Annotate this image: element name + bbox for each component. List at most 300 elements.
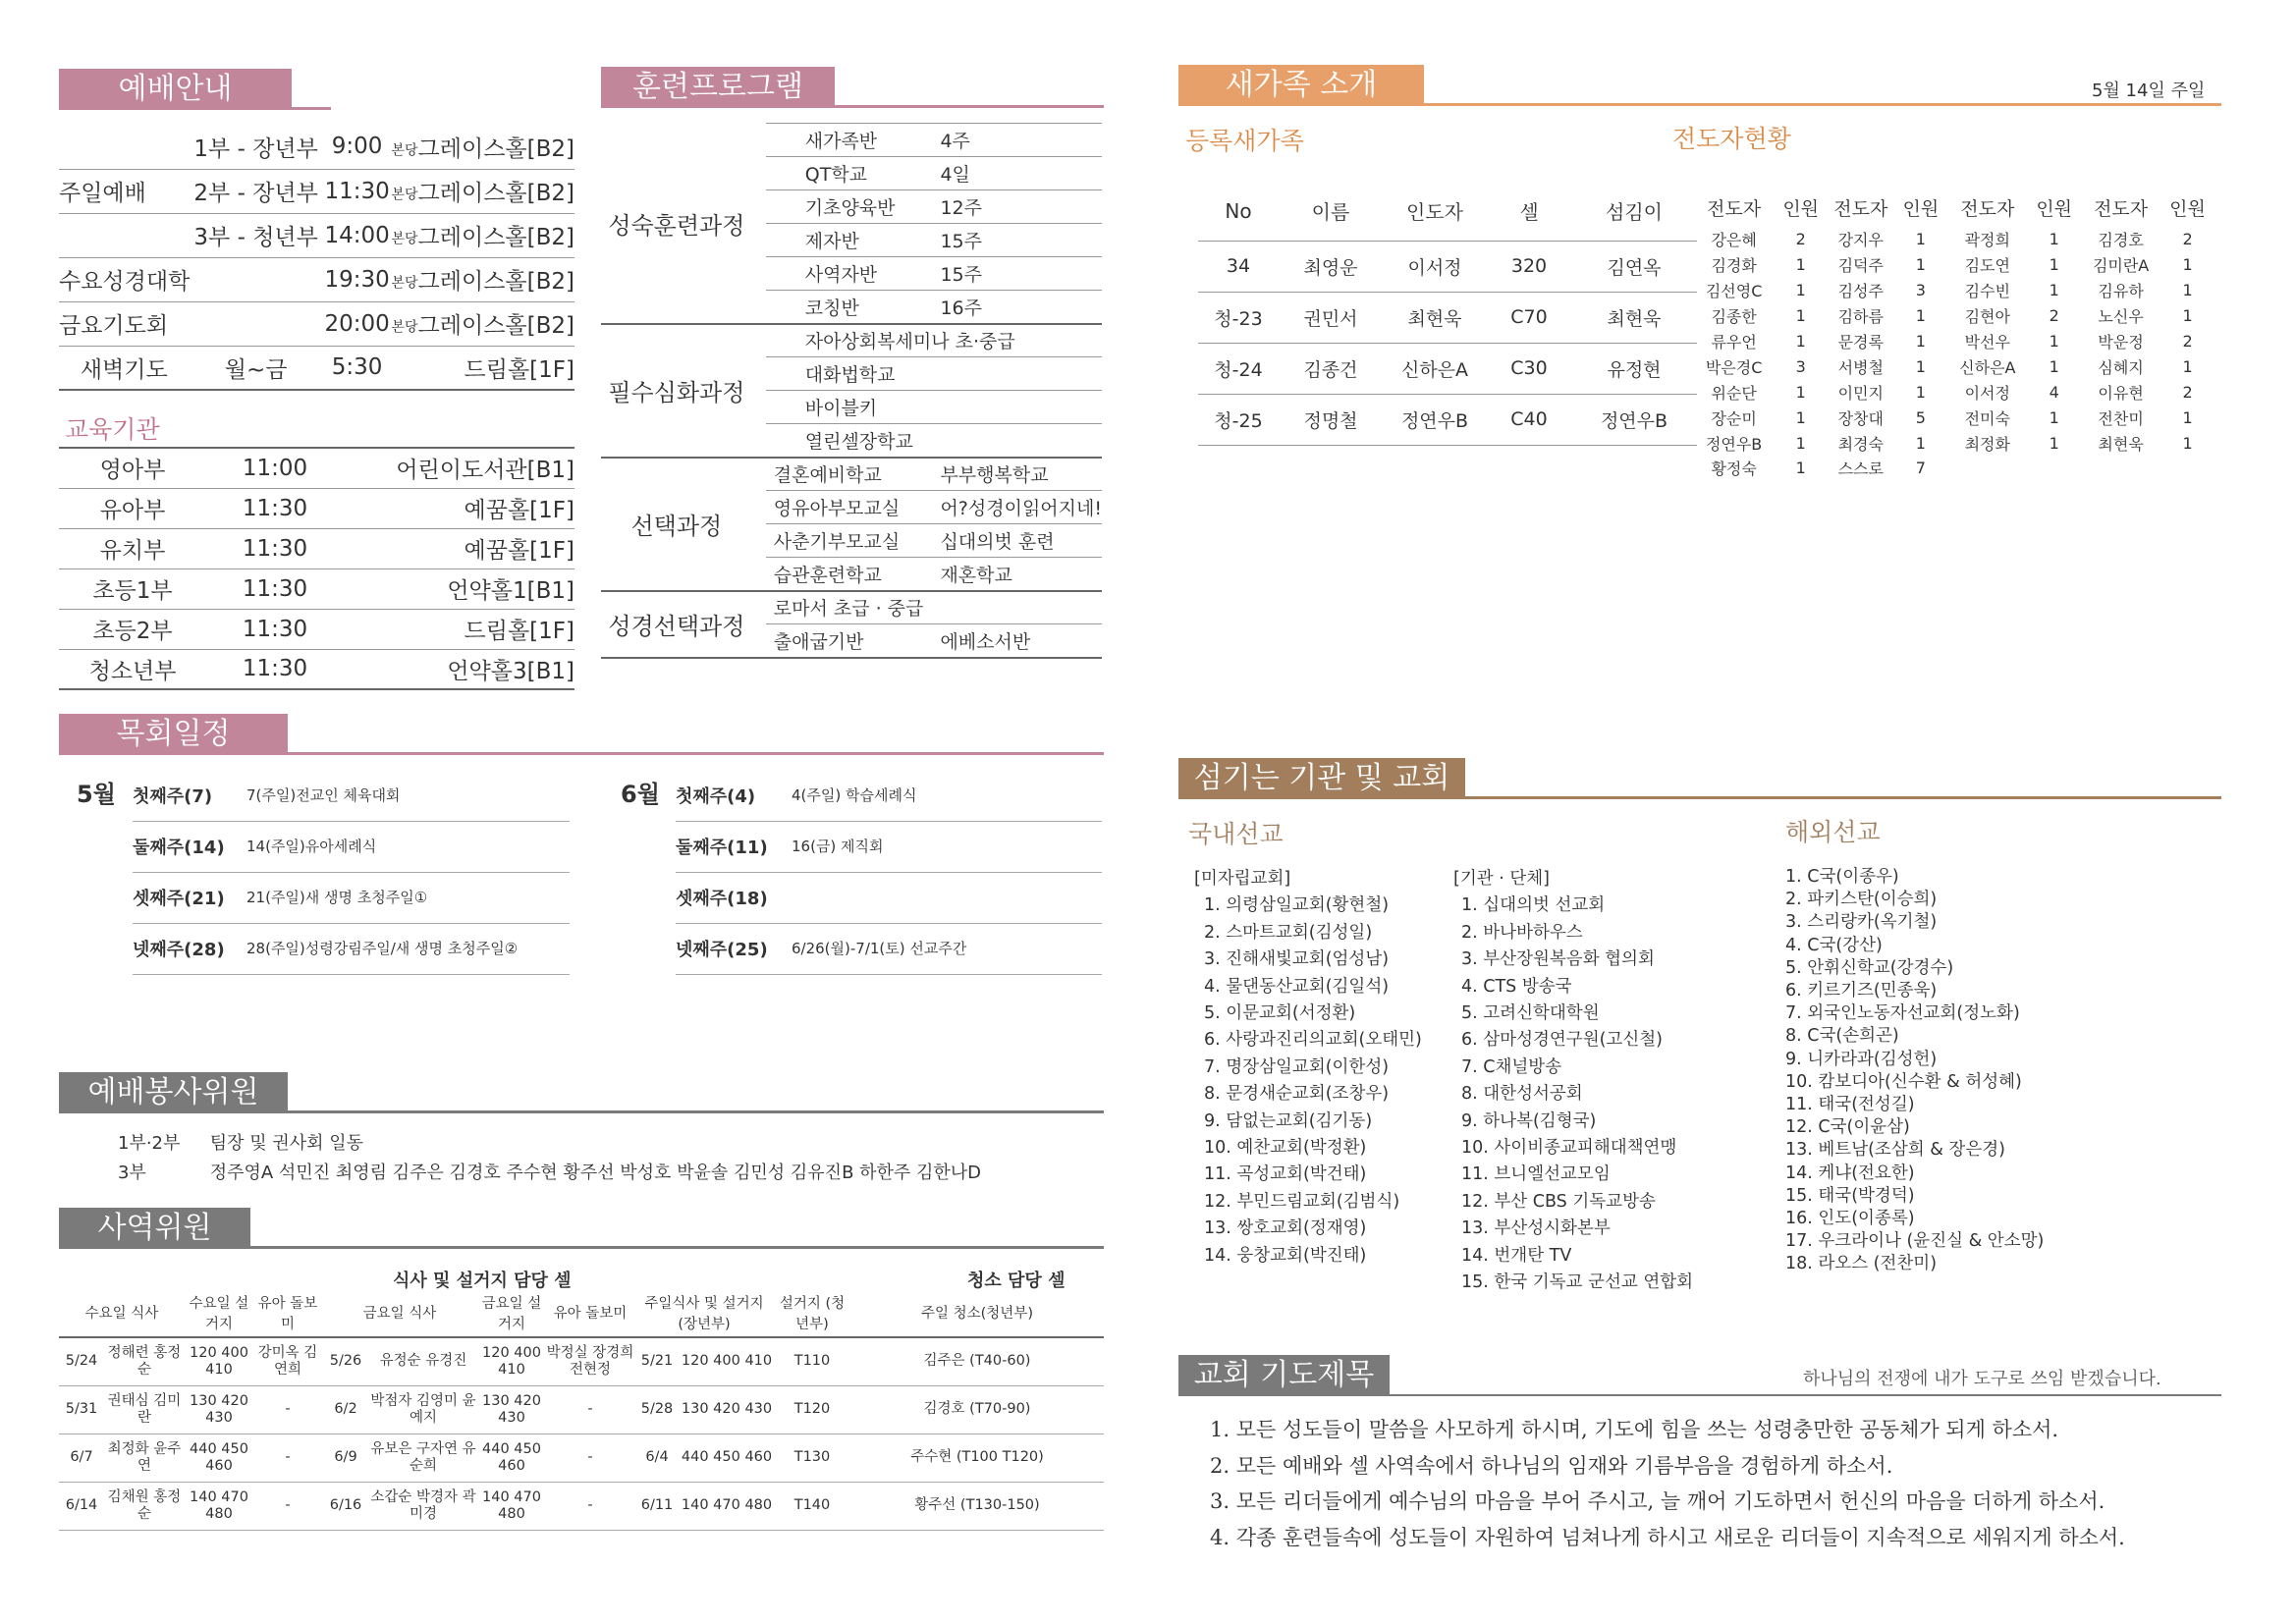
worship-place-name: 그레이스홀[B2] — [417, 225, 574, 250]
evangelism-cell: 1 — [2049, 332, 2059, 351]
meetings-week: 셋째주(18) — [676, 889, 768, 909]
evangelism-cell: 강지우 — [1837, 231, 1884, 250]
ministry-header — [59, 1208, 1104, 1249]
education-name: 초등2부 — [59, 609, 206, 649]
service-row-names: 팀장 및 권사회 일동 — [209, 1133, 364, 1154]
meetings-week: 둘째주(14) — [133, 838, 225, 858]
evangelism-cell — [2163, 456, 2212, 481]
worship-place-prefix: 본당 — [391, 187, 418, 203]
ministry-header-cell: 설거지 (청년부) — [779, 1295, 846, 1332]
newfamily-cell: C70 — [1487, 292, 1571, 343]
education-place: 어린이도서관[B1] — [344, 448, 574, 488]
training-item-extra: 4주 — [940, 124, 1102, 157]
ministry-cell-fcare: 박정실 장경희 전현정 — [546, 1337, 634, 1385]
ministry-cell-fd: 5/26 — [322, 1337, 369, 1385]
ministry-cell-sdish: 140 470 480 — [680, 1482, 774, 1530]
education-time: 11:30 — [206, 609, 344, 649]
ministry-cell-wdish: 130 420 430 — [185, 1385, 253, 1434]
ministry-cell-fd: 6/9 — [322, 1434, 369, 1482]
meetings-event: 14(주일)유아세례식 — [246, 838, 377, 855]
missions-title: 섬기는 기관 및 교회 — [1178, 758, 1465, 799]
evangelism-cell: 류우언 — [1711, 333, 1757, 352]
worship-name: 2부 - 장년부 — [190, 169, 323, 213]
org-item: 9. 하나복(김형국) — [1461, 1110, 1597, 1131]
missions-header — [1178, 758, 2221, 799]
meetings-week: 셋째주(21) — [133, 889, 225, 909]
worship-row — [59, 257, 574, 301]
newfamily-cell: 정명철 — [1279, 394, 1383, 445]
evangelism-header-cell: 전도자 — [1960, 197, 2015, 220]
ministry-cell-wcare: 강미옥 김연희 — [253, 1337, 322, 1385]
worship-time: 9:00 — [323, 125, 392, 169]
newfamily-cell: 청-23 — [1198, 292, 1279, 343]
prayer-list — [1210, 1412, 2221, 1555]
worship-name: 3부 - 청년부 — [190, 213, 323, 257]
evangelism-cell: 1 — [2182, 433, 2193, 453]
training-row — [601, 458, 1102, 491]
ministry-cell-clean: 황주선 (T130-150) — [850, 1482, 1104, 1530]
ministry-row — [59, 1337, 1104, 1385]
evangelism-cell: 최현욱 — [2098, 434, 2144, 454]
evangelism-cell: 1 — [1795, 407, 1806, 427]
ministry-cell-fdish: 440 450 460 — [477, 1434, 546, 1482]
evangelism-cell: 2 — [2049, 306, 2059, 326]
evangelism-cell — [1944, 456, 2030, 481]
education-row — [59, 568, 574, 609]
evangelism-cell: 김성주 — [1837, 282, 1884, 301]
newfamily-header — [1178, 65, 2221, 106]
ministry-cell-fcare: - — [546, 1385, 634, 1434]
training-spacer — [752, 458, 766, 591]
evangelism-cell — [2030, 456, 2078, 481]
churches-list — [1194, 866, 1422, 1270]
ministry-header-cell: 유아 돌보미 — [257, 1295, 318, 1332]
church-item: 7. 명장삼일교회(이한성) — [1204, 1056, 1390, 1077]
newfamily-cell: 김종건 — [1279, 343, 1383, 394]
education-name: 유아부 — [59, 488, 206, 528]
ministry-cell-clean: 주수현 (T100 T120) — [850, 1434, 1104, 1482]
org-item: 14. 번개탄 TV — [1461, 1245, 1572, 1266]
overseas-item: 1. C국(이종우) — [1785, 867, 1899, 887]
org-item: 10. 사이비종교피해대책연맹 — [1461, 1138, 1677, 1159]
churches-header: [미자립교회] — [1194, 869, 1291, 889]
org-item: 6. 삼마성경연구원(고신철) — [1461, 1030, 1663, 1051]
evangelism-cell: 1 — [2182, 281, 2193, 300]
evangelism-cell: 3 — [1795, 356, 1806, 376]
prayer-item: 2. 모든 예배와 셀 사역속에서 하나님의 임재와 기름부음을 경험하게 하소서. — [1210, 1453, 1893, 1478]
training-item-extra: 15주 — [940, 257, 1102, 291]
overseas-item: 10. 캄보디아(신수환 & 허성혜) — [1785, 1071, 2022, 1092]
ministry-row — [59, 1482, 1104, 1530]
newfamily-header-cell: No — [1198, 182, 1279, 241]
evangelism-cell: 1 — [2049, 281, 2059, 300]
ministry-group-clean: 청소 담당 셀 — [967, 1271, 1066, 1291]
prayer-item: 3. 모든 리더들에게 예수님의 마음을 부어 주시고, 늘 깨어 기도하면서 헌신의 마음을 더하게 하소서. — [1210, 1489, 2105, 1513]
worship-header — [59, 69, 331, 110]
worship-group: 새벽기도 — [59, 346, 190, 390]
evangelism-cell: 신하은A — [1959, 357, 2016, 377]
meetings-month: 6월 — [621, 781, 660, 808]
evangelism-row — [1691, 353, 2212, 379]
ministry-cell-wd: 6/7 — [59, 1434, 104, 1482]
worship-group — [59, 125, 190, 169]
meetings-event: 4(주일) 학습세례식 — [792, 786, 917, 804]
ministry-cell-fcare: - — [546, 1434, 634, 1482]
worship-time: 19:30 — [323, 257, 392, 301]
ministry-cell-sd: 5/28 — [634, 1385, 680, 1434]
training-category: 필수심화과정 — [601, 324, 752, 458]
ministry-cell-ydish: T140 — [774, 1482, 850, 1530]
newfamily-cell: 신하은A — [1383, 343, 1487, 394]
training-item-extra — [940, 591, 1102, 624]
education-title: 교육기관 — [65, 415, 160, 444]
church-item: 10. 예찬교회(박정환) — [1204, 1138, 1367, 1159]
service-row-2 — [118, 1159, 981, 1184]
meetings-event: 28(주일)성령강림주일/새 생명 초청주일② — [246, 940, 519, 957]
ministry-header-cell: 주일 청소(청년부) — [921, 1306, 1033, 1322]
evangelism-cell: 1 — [1795, 382, 1806, 402]
meetings-event: 6/26(월)-7/1(토) 선교주간 — [792, 940, 967, 957]
overseas-item: 15. 태국(박경덕) — [1785, 1185, 1915, 1206]
evangelism-cell: 전찬미 — [2098, 408, 2144, 428]
evangelism-cell: 정연우B — [1705, 434, 1763, 454]
ministry-cell-wmeal: 김채원 홍정순 — [104, 1482, 185, 1530]
ministry-header-cell: 주일식사 및 설거지 (장년부) — [644, 1295, 764, 1332]
education-place: 언약홀3[B1] — [344, 649, 574, 689]
evangelism-cell: 김도연 — [1964, 256, 2010, 276]
evangelism-row — [1691, 303, 2212, 329]
worship-row — [59, 125, 574, 169]
training-item: 새가족반 — [766, 124, 941, 157]
worship-place-name: 그레이스홀[B2] — [417, 269, 574, 295]
education-time: 11:30 — [206, 488, 344, 528]
evangelism-cell: 황정숙 — [1711, 460, 1757, 479]
evangelism-cell: 1 — [1915, 230, 1926, 249]
ministry-cell-fmeal: 유보은 구자연 유순희 — [369, 1434, 477, 1482]
ministry-title: 사역위원 — [59, 1208, 250, 1249]
church-item: 5. 이문교회(서정환) — [1204, 1003, 1356, 1024]
evangelism-cell: 2 — [2182, 382, 2193, 402]
newfamily-header-cell: 인도자 — [1383, 182, 1487, 241]
evangelism-cell: 2 — [2182, 230, 2193, 249]
newfamily-cell: 정연우B — [1571, 394, 1697, 445]
service-title: 예배봉사위원 — [59, 1072, 288, 1113]
prayer-motto: 하나님의 전쟁에 내가 도구로 쓰임 받겠습니다. — [1803, 1369, 2161, 1389]
evangelism-cell: 최경숙 — [1837, 434, 1884, 454]
ministry-cell-fmeal: 소갑순 박경자 곽미경 — [369, 1482, 477, 1530]
evangelism-cell: 김덕주 — [1837, 256, 1884, 276]
training-table — [601, 123, 1102, 659]
worship-place-name: 드림홀[1F] — [464, 356, 574, 383]
evangelism-cell: 1 — [1795, 459, 1806, 478]
service-row-label: 3부 — [118, 1163, 146, 1183]
org-item: 2. 바나바하우스 — [1461, 922, 1583, 943]
training-header — [601, 67, 1104, 108]
evangelism-cell: 김종한 — [1711, 307, 1757, 327]
evangelism-cell: 2 — [2182, 332, 2193, 351]
training-spacer — [752, 324, 766, 458]
org-item: 8. 대한성서공회 — [1461, 1084, 1583, 1105]
evangelism-cell — [2078, 456, 2163, 481]
ministry-cell-wmeal: 정해련 홍정순 — [104, 1337, 185, 1385]
evangelism-cell: 1 — [1915, 306, 1926, 326]
evangelism-row — [1691, 252, 2212, 278]
worship-place-prefix: 본당 — [391, 231, 418, 247]
ministry-cell-wdish: 120 400 410 — [185, 1337, 253, 1385]
ministry-cell-sd: 6/11 — [634, 1482, 680, 1530]
meetings-week: 넷째주(25) — [676, 940, 768, 960]
evangelism-cell: 1 — [1795, 433, 1806, 453]
evangelism-cell: 노신우 — [2098, 307, 2144, 327]
worship-group: 주일예배 — [59, 169, 190, 213]
evangelism-cell: 1 — [1795, 332, 1806, 351]
newfamily-cell: 유정현 — [1571, 343, 1697, 394]
education-row — [59, 488, 574, 528]
worship-group — [59, 213, 190, 257]
ministry-cell-ydish: T110 — [774, 1337, 850, 1385]
evangelism-header-cell: 인원 — [1782, 197, 1820, 220]
evangelism-cell: 1 — [1915, 382, 1926, 402]
prayer-title: 교회 기도제목 — [1178, 1355, 1390, 1396]
evangelism-cell: 1 — [2182, 407, 2193, 427]
training-spacer — [752, 591, 766, 658]
evangelism-cell: 전미숙 — [1964, 408, 2010, 428]
training-item-extra: 부부행복학교 — [940, 458, 1102, 491]
evangelism-cell: 이민지 — [1837, 383, 1884, 403]
evangelism-table — [1691, 188, 2212, 481]
worship-time: 5:30 — [323, 346, 392, 390]
evangelism-title: 전도자현황 — [1672, 125, 1791, 153]
overseas-item: 9. 니카라과(김성헌) — [1785, 1049, 1938, 1069]
meetings-week: 둘째주(11) — [676, 838, 768, 858]
training-item: 습관훈련학교 — [766, 558, 941, 591]
org-item: 12. 부산 CBS 기독교방송 — [1461, 1191, 1656, 1212]
worship-time: 20:00 — [323, 301, 392, 346]
evangelism-cell: 1 — [1915, 356, 1926, 376]
meetings-title: 목회일정 — [59, 714, 288, 755]
education-place: 드림홀[1F] — [344, 609, 574, 649]
evangelism-cell: 1 — [2182, 356, 2193, 376]
evangelism-cell: 문경록 — [1837, 333, 1884, 352]
worship-name: 1부 - 장년부 — [190, 125, 323, 169]
worship-place — [391, 301, 574, 346]
evangelism-cell: 1 — [2049, 255, 2059, 275]
worship-table — [59, 125, 574, 391]
overseas-item: 11. 태국(전성길) — [1785, 1095, 1915, 1115]
meetings-week: 첫째주(7) — [133, 786, 213, 807]
evangelism-cell: 3 — [1915, 281, 1926, 300]
overseas-item: 4. C국(강산) — [1785, 935, 1883, 955]
education-place: 예꿈홀[1F] — [344, 488, 574, 528]
worship-place — [391, 213, 574, 257]
evangelism-cell: 이유현 — [2098, 383, 2144, 403]
church-item: 6. 사랑과진리의교회(오태민) — [1204, 1030, 1422, 1051]
ministry-header-cell: 유아 돌보미 — [553, 1306, 628, 1322]
training-item-extra: 어?성경이읽어지네! — [940, 491, 1102, 524]
overseas-item: 18. 라오스 (전찬미) — [1785, 1254, 1938, 1274]
ministry-cell-wd: 5/31 — [59, 1385, 104, 1434]
evangelism-cell: 스스로 — [1837, 460, 1884, 479]
org-item: 7. C채널방송 — [1461, 1056, 1562, 1077]
ministry-cell-wdish: 440 450 460 — [185, 1434, 253, 1482]
ministry-header-cell: 수요일 식사 — [84, 1306, 159, 1322]
education-table — [59, 447, 574, 690]
education-name: 영아부 — [59, 448, 206, 488]
ministry-cell-fdish: 130 420 430 — [477, 1385, 546, 1434]
worship-place-name: 그레이스홀[B2] — [417, 181, 574, 206]
training-row — [601, 324, 1102, 357]
overseas-item: 8. C국(손희곤) — [1785, 1026, 1899, 1047]
org-item: 11. 브니엘선교모임 — [1461, 1164, 1611, 1185]
service-row-1 — [118, 1129, 363, 1155]
training-category: 성숙훈련과정 — [601, 124, 752, 324]
meetings-week: 첫째주(4) — [676, 786, 756, 807]
education-row — [59, 528, 574, 568]
evangelism-cell: 1 — [1915, 255, 1926, 275]
education-row — [59, 448, 574, 488]
church-item: 1. 의령삼일교회(황현철) — [1204, 895, 1390, 916]
domestic-title: 국내선교 — [1188, 820, 1284, 848]
evangelism-cell: 장창대 — [1837, 408, 1884, 428]
overseas-item: 14. 케냐(전요한) — [1785, 1163, 1915, 1183]
newfamily-cell: 34 — [1198, 241, 1279, 292]
ministry-cell-wcare: - — [253, 1482, 322, 1530]
ministry-cell-fd: 6/2 — [322, 1385, 369, 1434]
education-time: 11:00 — [206, 448, 344, 488]
newfamily-header-cell: 셀 — [1487, 182, 1571, 241]
worship-place — [391, 257, 574, 301]
evangelism-cell: 1 — [1795, 281, 1806, 300]
ministry-cell-wd: 6/14 — [59, 1482, 104, 1530]
church-item: 3. 진해새빛교회(엄성남) — [1204, 949, 1390, 970]
overseas-item: 17. 우크라이나 (윤진실 & 안소망) — [1785, 1231, 2045, 1252]
evangelism-cell: 1 — [1915, 433, 1926, 453]
church-item: 12. 부민드림교회(김범식) — [1204, 1191, 1400, 1212]
training-item: 자아상회복세미나 초·중급 — [766, 324, 1102, 357]
worship-title: 예배안내 — [59, 69, 292, 110]
evangelism-cell: 김수빈 — [1964, 282, 2010, 301]
ministry-cell-clean: 김경호 (T70-90) — [850, 1385, 1104, 1434]
newfamily-header-cell: 이름 — [1279, 182, 1383, 241]
ministry-cell-fd: 6/16 — [322, 1482, 369, 1530]
newfamily-title: 새가족 소개 — [1178, 65, 1424, 106]
newfamily-cell: 최현욱 — [1571, 292, 1697, 343]
training-item: 영유아부모교실 — [766, 491, 941, 524]
evangelism-cell: 박은경C — [1705, 357, 1763, 377]
ministry-row — [59, 1385, 1104, 1434]
overseas-item: 6. 키르기즈(민종욱) — [1785, 981, 1938, 1001]
ministry-cell-sd: 5/21 — [634, 1337, 680, 1385]
newfamily-cell: 정연우B — [1383, 394, 1487, 445]
service-row-names: 정주영A 석민진 최영림 김주은 김경호 주수현 황주선 박성호 박윤솔 김민성 김유진B 하한주 김한나D — [209, 1163, 982, 1183]
evangelism-cell: 김선영C — [1705, 282, 1763, 301]
newfamily-cell: C40 — [1487, 394, 1571, 445]
meetings-header — [59, 714, 1104, 755]
church-item: 14. 웅창교회(박진태) — [1204, 1245, 1367, 1266]
meetings-event: 16(금) 제직회 — [792, 838, 884, 855]
evangelism-cell: 1 — [2182, 255, 2193, 275]
ministry-cell-sdish: 130 420 430 — [680, 1385, 774, 1434]
newfamily-row — [1198, 394, 1697, 445]
evangelism-cell: 박운정 — [2098, 333, 2144, 352]
evangelism-cell: 1 — [2049, 433, 2059, 453]
education-name: 유치부 — [59, 528, 206, 568]
training-item-extra: 에베소서반 — [940, 624, 1102, 658]
training-category: 선택과정 — [601, 458, 752, 591]
ministry-cell-wcare: - — [253, 1385, 322, 1434]
ministry-cell-fcare: - — [546, 1482, 634, 1530]
worship-row — [59, 213, 574, 257]
ministry-cell-sdish: 120 400 410 — [680, 1337, 774, 1385]
training-item: 바이블키 — [766, 391, 1102, 424]
meetings-event: 21(주일)새 생명 초청주일① — [246, 889, 428, 906]
evangelism-cell: 이서정 — [1964, 383, 2010, 403]
church-item: 11. 곡성교회(박건태) — [1204, 1164, 1367, 1185]
ministry-cell-fmeal: 유정순 유경진 — [369, 1337, 477, 1385]
evangelism-header-cell: 전도자 — [1833, 197, 1888, 220]
evangelism-cell: 김현아 — [1964, 307, 2010, 327]
education-name: 청소년부 — [59, 649, 206, 689]
evangelism-row — [1691, 227, 2212, 252]
evangelism-header-cell: 인원 — [2169, 197, 2206, 220]
prayer-item: 1. 모든 성도들이 말씀을 사모하게 하시며, 기도에 힘을 쓰는 성령충만한 공동체가 되게 하소서. — [1210, 1418, 2059, 1441]
ministry-cell-fdish: 120 400 410 — [477, 1337, 546, 1385]
meetings-event: 7(주일)전교인 체육대회 — [246, 786, 401, 804]
overseas-item: 5. 안휘신학교(강경수) — [1785, 957, 1954, 978]
education-place: 예꿈홀[1F] — [344, 528, 574, 568]
training-item: 기초양육반 — [766, 190, 941, 224]
ministry-header-cell: 금요일 설거지 — [481, 1295, 542, 1332]
training-row — [601, 591, 1102, 624]
training-item-extra: 재혼학교 — [940, 558, 1102, 591]
newfamily-table — [1198, 182, 1697, 446]
evangelism-cell: 곽정희 — [1964, 231, 2010, 250]
service-row-label: 1부·2부 — [118, 1133, 181, 1154]
ministry-cell-wdish: 140 470 480 — [185, 1482, 253, 1530]
training-item-extra: 12주 — [940, 190, 1102, 224]
education-name: 초등1부 — [59, 568, 206, 609]
evangelism-cell: 심혜지 — [2098, 357, 2144, 377]
evangelism-cell: 김미란A — [2092, 256, 2150, 276]
worship-place-prefix: 본당 — [391, 319, 418, 336]
worship-place-prefix: 본당 — [391, 142, 418, 159]
newfamily-cell: 청-24 — [1198, 343, 1279, 394]
ministry-cell-fmeal: 박점자 김영미 윤예지 — [369, 1385, 477, 1434]
evangelism-cell: 7 — [1915, 459, 1926, 478]
meetings-week: 넷째주(28) — [133, 940, 225, 960]
ministry-cell-ydish: T120 — [774, 1385, 850, 1434]
evangelism-cell: 4 — [2049, 382, 2059, 402]
worship-time: 14:00 — [323, 213, 392, 257]
church-item: 8. 문경새순교회(조창우) — [1204, 1084, 1390, 1105]
evangelism-cell: 1 — [1915, 332, 1926, 351]
church-item: 9. 담없는교회(김기동) — [1204, 1110, 1373, 1131]
overseas-item: 16. 인도(이종록) — [1785, 1209, 1915, 1229]
training-item-extra: 15주 — [940, 224, 1102, 257]
education-place: 언약홀1[B1] — [344, 568, 574, 609]
overseas-item: 13. 베트남(조삼희 & 장은경) — [1785, 1140, 2005, 1161]
worship-place-name: 그레이스홀[B2] — [417, 313, 574, 339]
ministry-cell-wmeal: 최정화 윤주연 — [104, 1434, 185, 1482]
church-item: 13. 쌍호교회(정재영) — [1204, 1218, 1367, 1239]
newfamily-cell: 김연옥 — [1571, 241, 1697, 292]
service-header — [59, 1072, 1104, 1113]
training-spacer — [752, 124, 766, 324]
education-time: 11:30 — [206, 528, 344, 568]
training-item-extra: 4일 — [940, 157, 1102, 190]
ministry-group-meal: 식사 및 설거지 담당 셀 — [393, 1271, 572, 1291]
training-title: 훈련프로그램 — [601, 67, 835, 108]
